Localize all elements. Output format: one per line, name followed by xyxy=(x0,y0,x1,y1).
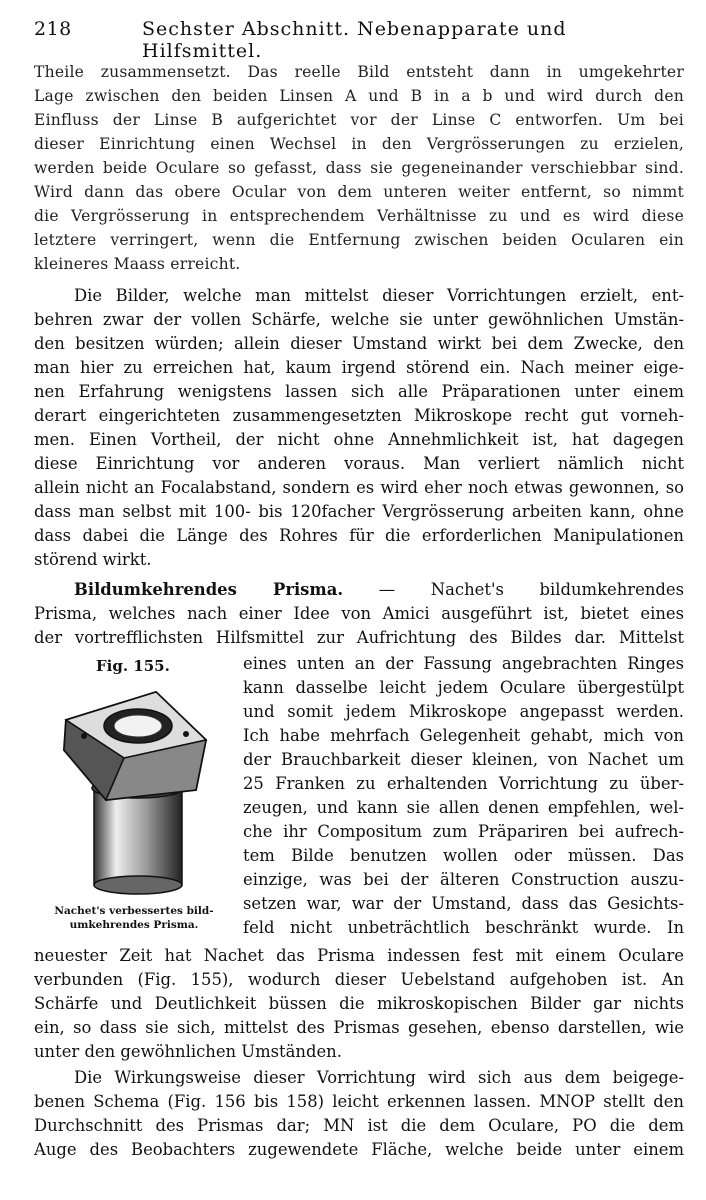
paragraph-after-figure xyxy=(34,944,684,1064)
text-line: Durchschnitt des Prismas dar; MN ist die dem Oculare, PO die dem xyxy=(34,1116,684,1135)
caption-line: umkehrendes Prisma. xyxy=(69,919,199,931)
text-line: dass man selbst mit 100- bis 120facher Vergrösserung arbeiten kann, ohne xyxy=(34,502,684,521)
page-header xyxy=(34,18,684,62)
text-line: werden beide Oculare so gefasst, dass sie gegeneinander verschiebbar sind. xyxy=(34,159,684,177)
text-line: neuester Zeit hat Nachet das Prisma indessen fest mit einem Oculare xyxy=(34,946,684,965)
caption-line: Nachet's verbessertes bild- xyxy=(54,905,214,917)
text-line: kann dasselbe leicht jedem Oculare übergestülpt xyxy=(243,678,684,697)
page-number: 218 xyxy=(34,18,72,40)
paragraph-prisma xyxy=(34,578,684,650)
text-line: Die Wirkungsweise dieser Vorrichtung wird sich aus dem beigege- xyxy=(74,1068,684,1087)
text-line: verbunden (Fig. 155), wodurch dieser Uebelstand aufgehoben ist. An xyxy=(34,970,684,989)
text-line: tem Bilde benutzen wollen oder müssen. Das xyxy=(243,846,684,865)
paragraph-wirkungsweise xyxy=(34,1066,684,1162)
running-title: Sechster Abschnitt. Nebenapparate und Hilfsmittel. xyxy=(142,18,567,62)
text-line: che ihr Compositum zum Präpariren bei aufrech- xyxy=(243,822,684,841)
text-line: kleineres Maass erreicht. xyxy=(34,255,241,273)
text-line: feld nicht unbeträchtlich beschränkt wurde. In xyxy=(243,918,684,937)
figure-caption xyxy=(34,904,234,932)
text-line: Ich habe mehrfach Gelegenheit gehabt, mich von xyxy=(243,726,684,745)
figure-label: Fig. 155. xyxy=(96,657,170,675)
text-line: diese Einrichtung vor anderen voraus. Man verliert nämlich nicht xyxy=(34,454,684,473)
text-line: men. Einen Vortheil, der nicht ohne Annehmlichkeit ist, hat dagegen xyxy=(34,430,684,449)
text-line: ein, so dass sie sich, mittelst des Prismas gesehen, ebenso darstellen, wie xyxy=(34,1018,684,1037)
text-line: Die Bilder, welche man mittelst dieser Vorrichtungen erzielt, ent- xyxy=(74,286,684,305)
text-line: benen Schema (Fig. 156 bis 158) leicht erkennen lassen. MNOP stellt den xyxy=(34,1092,684,1111)
prism-illustration xyxy=(46,680,222,900)
text-line: und somit jedem Mikroskope angepasst werden. xyxy=(243,702,684,721)
paragraph-continuation xyxy=(34,60,684,276)
text-line: man hier zu erreichen hat, kaum irgend störend ein. Nach meiner eige- xyxy=(34,358,684,377)
figure-155 xyxy=(34,652,234,940)
text-line: Auge des Beobachters zugewendete Fläche, welche beide unter einem xyxy=(34,1140,684,1159)
text-line: nen Erfahrung wenigstens lassen sich alle Präparationen unter einem xyxy=(34,382,684,401)
text-line: setzen war, war der Umstand, dass das Gesichts- xyxy=(243,894,684,913)
text-line: dieser Einrichtung einen Wechsel in den Vergrösserungen zu erzielen, xyxy=(34,135,684,153)
text-line: den besitzen würden; allein dieser Umstand wirkt bei dem Zwecke, den xyxy=(34,334,684,353)
text-line xyxy=(34,578,684,602)
paragraph-bilder xyxy=(34,284,684,572)
text-line: zeugen, und kann sie allen denen empfehlen, wel- xyxy=(243,798,684,817)
text-line: Theile zusammensetzt. Das reelle Bild entsteht dann in umgekehrter xyxy=(34,63,684,81)
text-line: letztere verringert, wenn die Entfernung zwischen beiden Ocularen ein xyxy=(34,231,684,249)
text-line: der vortrefflichsten Hilfsmittel zur Aufrichtung des Bildes dar. Mittelst xyxy=(34,628,684,647)
text-line: derart eingerichteten zusammengesetzten Mikroskope recht gut vorneh- xyxy=(34,406,684,425)
text-line: behren zwar der vollen Schärfe, welche sie unter gewöhnlichen Umstän- xyxy=(34,310,684,329)
text-line: die Vergrösserung in entsprechendem Verhältnisse zu und es wird diese xyxy=(34,207,684,225)
text-line: Einfluss der Linse B aufgerichtet vor der Linse C entworfen. Um bei xyxy=(34,111,684,129)
text-line: unter den gewöhnlichen Umständen. xyxy=(34,1042,342,1061)
text-line: Lage zwischen den beiden Linsen A und B in a b und wird durch den xyxy=(34,87,684,105)
text-line: der Brauchbarkeit dieser kleinen, von Nachet um xyxy=(243,750,684,769)
text-line: allein nicht an Focalabstand, sondern es wird eher noch etwas gewonnen, so xyxy=(34,478,684,497)
text-line: dass dabei die Länge des Rohres für die erforderlichen Manipulationen xyxy=(34,526,684,545)
text-line: störend wirkt. xyxy=(34,550,152,569)
text-line: Wird dann das obere Ocular von dem unteren weiter entfernt, so nimmt xyxy=(34,183,684,201)
figure-wrap-text xyxy=(243,652,684,940)
text-line: Schärfe und Deutlichkeit büssen die mikroskopischen Bilder gar nichts xyxy=(34,994,684,1013)
text-line: Prisma, welches nach einer Idee von Amici ausgeführt ist, bietet eines xyxy=(34,604,684,623)
heading-rest: — Nachet's bildumkehrendes xyxy=(378,580,684,599)
text-line: 25 Franken zu erhaltenden Vorrichtung zu über- xyxy=(243,774,684,793)
text-line: einzige, was bei der älteren Construction auszu- xyxy=(243,870,684,889)
section-heading: Bildumkehrendes Prisma. xyxy=(74,580,344,599)
text-line: eines unten an der Fassung angebrachten Ringes xyxy=(243,654,684,673)
